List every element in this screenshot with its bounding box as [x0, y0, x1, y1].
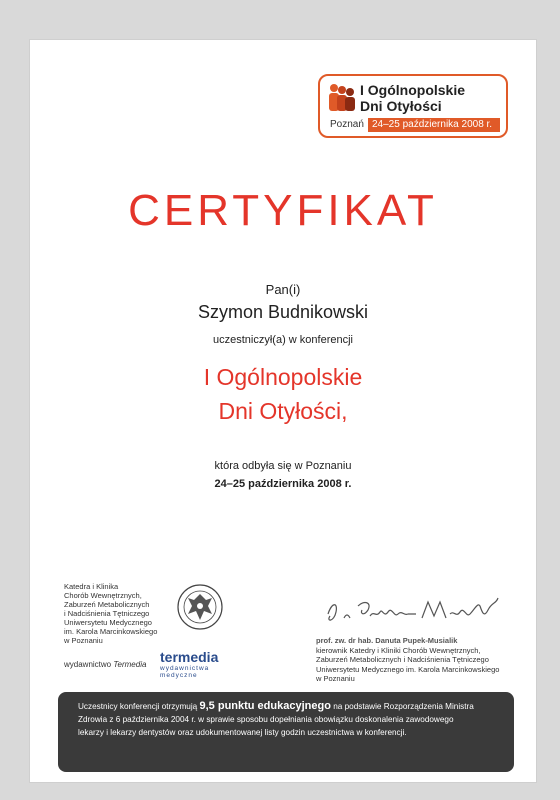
conference-name-line2: Dni Otyłości,	[218, 398, 348, 424]
termedia-logo-name: termedia	[160, 649, 219, 665]
participant-name: Szymon Budnikowski	[197, 302, 369, 322]
signatory-line: Zaburzeń Metabolicznych i Nadciśnienia Tętniczego	[316, 655, 489, 664]
department-line: Uniwersytetu Medycznego	[64, 618, 152, 627]
held-dates-text: 24–25 października 2008 r.	[214, 478, 352, 490]
logo-name-line2: Dni Otyłości	[360, 98, 442, 114]
publisher-line	[64, 660, 146, 669]
logo-conference-name	[360, 82, 506, 114]
department-line: Zaburzeń Metabolicznych	[64, 600, 150, 609]
department-line: w Poznaniu	[64, 636, 103, 645]
signatory-line: w Poznaniu	[316, 674, 355, 683]
termedia-logo	[160, 650, 220, 686]
people-figures-icon	[326, 82, 356, 114]
publisher-name: Termedia	[113, 660, 147, 669]
signatory-line: Uniwersytetu Medycznego im. Karola Marcinkowskiego	[316, 664, 500, 674]
logo-footer	[320, 118, 506, 132]
termedia-logo-sub1: wydawnictwa	[160, 665, 210, 672]
notice-line2: Zdrowia z 6 października 2004 r. w sprawie sposobu dopełniania obowiązku doskonalenia zawodowego	[78, 715, 454, 724]
certificate-sheet	[30, 40, 536, 782]
signatory-line: kierownik Katedry i Kliniki Chorób Wewnętrznych,	[316, 645, 481, 655]
conference-logo	[318, 74, 508, 138]
conference-name-line1: I Ogólnopolskie	[203, 364, 363, 390]
publisher-prefix: wydawnictwo	[64, 660, 112, 669]
held-in-text: która odbyła się w Poznaniu	[214, 460, 352, 472]
notice-text: na podstawie Rozporządzenia Ministra	[333, 702, 474, 711]
handwritten-signature	[320, 592, 510, 632]
logo-city: Poznań	[330, 119, 364, 130]
signatory-block	[316, 636, 526, 684]
education-points-notice	[58, 692, 514, 772]
notice-line1	[78, 700, 500, 713]
logo-dates: 24–25 października 2008 r.	[368, 118, 500, 132]
notice-points: 9,5 punktu edukacyjnego	[199, 700, 331, 712]
signatory-name: prof. zw. dr hab. Danuta Pupek-Musialik	[316, 636, 458, 645]
addressee-prefix: Pan(i)	[265, 282, 301, 297]
participation-text: uczestniczył(a) w konferencji	[213, 334, 353, 346]
notice-text: Uczestnicy konferencji otrzymują	[78, 702, 198, 711]
department-line: Chorób Wewnętrznych,	[64, 591, 142, 600]
department-line: im. Karola Marcinkowskiego	[64, 627, 158, 636]
notice-line3: lekarzy i lekarzy dentystów oraz udokumentowanej listy godzin uczestnictwa w konferencji.	[78, 728, 407, 737]
department-line: Katedra i Klinika	[64, 582, 119, 591]
department-line: i Nadciśnienia Tętniczego	[64, 609, 150, 618]
certificate-title: CERTYFIKAT	[128, 186, 438, 235]
logo-name-line1: I Ogólnopolskie	[360, 82, 466, 98]
termedia-logo-sub2: medyczne	[160, 672, 198, 679]
university-seal-icon	[176, 578, 224, 636]
department-block	[64, 582, 184, 645]
